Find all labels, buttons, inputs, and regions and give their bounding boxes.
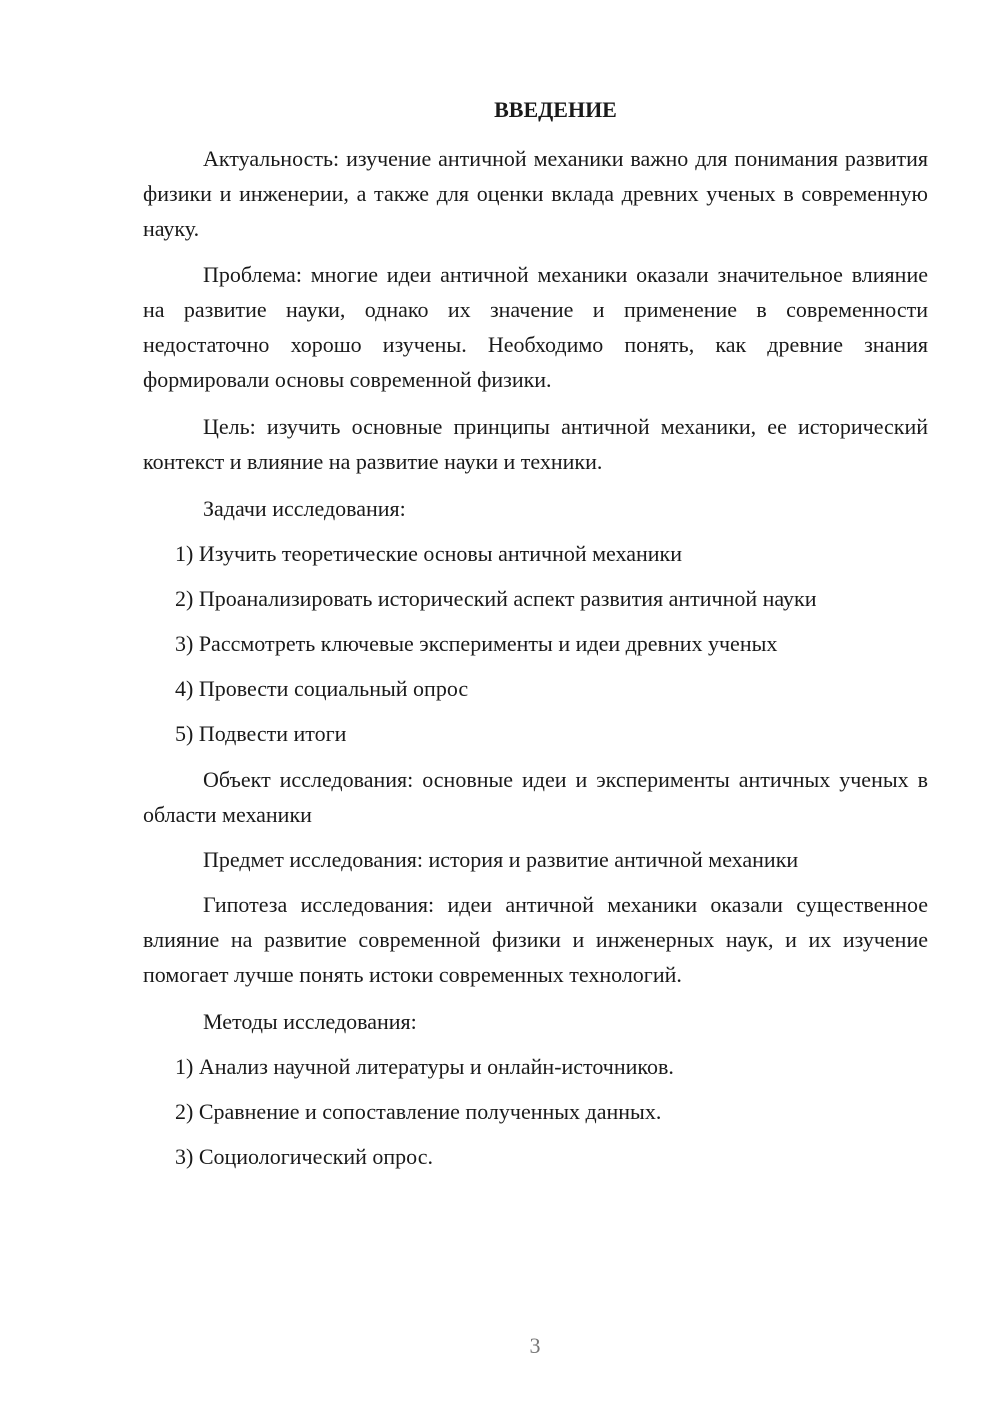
task-item-3: 3) Рассмотреть ключевые эксперименты и идеи древних ученых bbox=[175, 631, 778, 656]
object-paragraph: Объект исследования: основные идеи и эксперименты античных ученых в области механики bbox=[143, 767, 928, 827]
task-item-2: 2) Проанализировать исторический аспект развития античной науки bbox=[175, 586, 817, 611]
page-content bbox=[143, 92, 928, 1174]
task-item-1: 1) Изучить теоретические основы античной механики bbox=[175, 541, 682, 566]
goal-paragraph: Цель: изучить основные принципы античной механики, ее исторический контекст и влияние на развитие науки и техники. bbox=[143, 414, 928, 474]
method-item-1: 1) Анализ научной литературы и онлайн-источников. bbox=[175, 1054, 674, 1079]
page-heading: ВВЕДЕНИЕ bbox=[494, 97, 617, 122]
methods-title: Методы исследования: bbox=[203, 1009, 417, 1034]
task-item-4: 4) Провести социальный опрос bbox=[175, 676, 469, 701]
problem-paragraph: Проблема: многие идеи античной механики оказали значительное влияние на развитие науки, однако их значение и применение в современности недостаточно хорошо изучены. Необходимо понять, как древние знания формировали основы современной физики. bbox=[143, 262, 928, 392]
subject-paragraph: Предмет исследования: история и развитие античной механики bbox=[203, 847, 799, 872]
task-item-5: 5) Подвести итоги bbox=[175, 721, 347, 746]
tasks-title: Задачи исследования: bbox=[203, 496, 406, 521]
method-item-3: 3) Социологический опрос. bbox=[175, 1144, 433, 1169]
relevance-paragraph: Актуальность: изучение античной механики важно для понимания развития физики и инженерии, а также для оценки вклада древних ученых в современную науку. bbox=[143, 146, 928, 241]
page-number: 3 bbox=[529, 1333, 541, 1358]
method-item-2: 2) Сравнение и сопоставление полученных данных. bbox=[175, 1099, 662, 1124]
hypothesis-paragraph: Гипотеза исследования: идеи античной механики оказали существенное влияние на развитие современной физики и инженерных наук, и их изучение помогает лучше понять истоки современных технологий. bbox=[143, 892, 928, 987]
